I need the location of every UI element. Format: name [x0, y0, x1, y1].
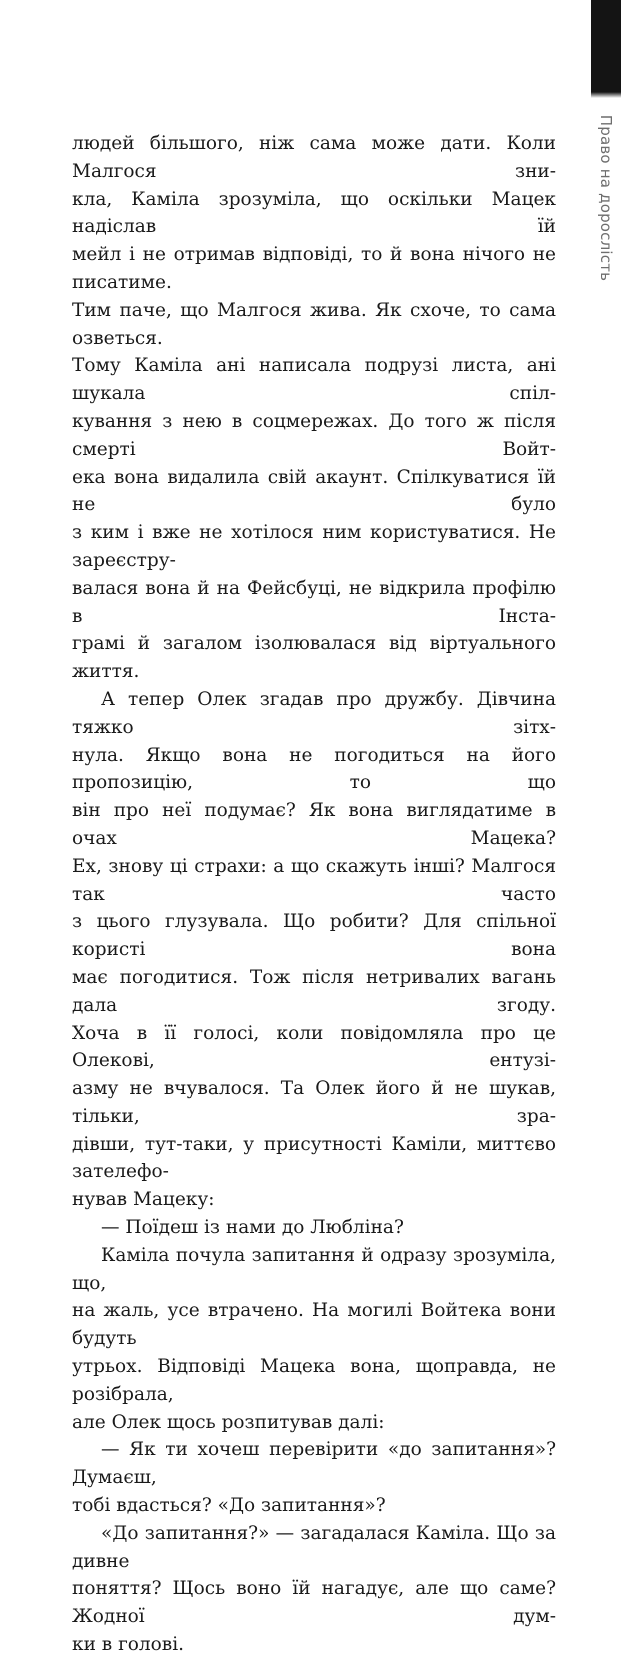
- running-head: Право на дорослість: [597, 114, 615, 282]
- text-line: людей більшого, ніж сама може дати. Коли Малгося зни-: [72, 133, 556, 182]
- text-line: Хоча в її голосі, коли повідомляла про це Олекові, ентузі-: [72, 1022, 556, 1072]
- text-line: ека вона видалила свій акаунт. Спілкуватися їй не було: [72, 466, 556, 516]
- text-line: — Поїдеш із нами до Любліна?: [101, 1217, 404, 1239]
- text-line: Тим паче, що Малгося жива. Як схоче, то сама озветься.: [72, 299, 556, 349]
- body-text: [72, 130, 556, 1659]
- text-line: — Як ти хочеш перевірити «до запитання»? Думаєш,: [72, 1439, 556, 1489]
- page-edge-tab: [591, 0, 621, 92]
- text-line: ки в голові.: [72, 1634, 185, 1656]
- text-line: валася вона й на Фейсбуці, не відкрила профілю в Інста-: [72, 577, 556, 627]
- text-line: Тому Каміла ані написала подрузі листа, ані шукала спіл-: [72, 355, 556, 405]
- text-line: з цього глузувала. Що робити? Для спільної користі вона: [72, 911, 556, 961]
- text-line: грамі й загалом ізолювалася від віртуального життя.: [72, 633, 556, 683]
- text-line: А тепер Олек згадав про дружбу. Дівчина тяжко зітх-: [72, 688, 556, 738]
- text-line: на жаль, усе втрачено. На могилі Войтека вони будуть: [72, 1300, 556, 1350]
- text-line: тобі вдасться? «До запитання»?: [72, 1495, 386, 1517]
- text-line: кла, Каміла зрозуміла, що оскільки Мацек надіслав їй: [72, 188, 556, 238]
- text-line: нула. Якщо вона не погодиться на його пропозицію, то що: [72, 744, 556, 794]
- text-line: азму не вчувалося. Та Олек його й не шукав, тільки, зра-: [72, 1078, 556, 1127]
- text-line: кування з нею в соцмережах. До того ж після смерті Войт-: [72, 410, 556, 460]
- text-line: утрьох. Відповіді Мацека вона, щоправда, не розібрала,: [72, 1356, 556, 1405]
- text-line: дівши, тут-таки, у присутності Каміли, миттєво зателефо-: [72, 1133, 556, 1183]
- text-line: мейл і не отримав відповіді, то й вона нічого не писатиме.: [72, 244, 556, 293]
- text-line: «До запитання?» — загадалася Каміла. Що за дивне: [72, 1522, 556, 1572]
- text-line: але Олек щось розпитував далі:: [72, 1411, 385, 1433]
- text-line: з ким і вже не хотілося ним користуватися. Не зареєстру-: [72, 522, 556, 571]
- text-line: Ех, знову ці страхи: а що скажуть інші? Малгося так часто: [72, 855, 556, 905]
- text-line: має погодитися. Тож після нетривалих вагань дала згоду.: [72, 966, 556, 1016]
- text-line: поняття? Щось воно їй нагадує, але що саме? Жодної дум-: [72, 1578, 556, 1628]
- text-line: Каміла почула запитання й одразу зрозуміла, що,: [72, 1244, 556, 1294]
- text-line: нував Мацеку:: [72, 1189, 215, 1211]
- text-line: він про неї подумає? Як вона виглядатиме в очах Мацека?: [72, 800, 556, 849]
